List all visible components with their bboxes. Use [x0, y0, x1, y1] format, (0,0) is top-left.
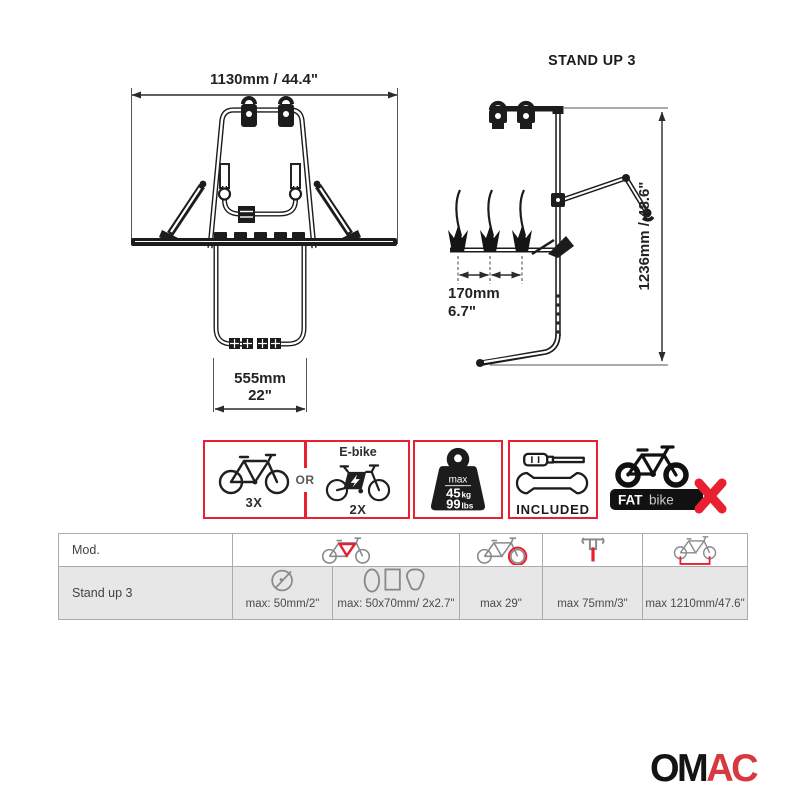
omac-logo-red-part: AC [706, 747, 757, 791]
seatpost-value: max 75mm/3" [557, 598, 628, 610]
weight-max-label: max [448, 474, 468, 486]
ebike-icon [321, 460, 395, 502]
side-view-title: STAND UP 3 [548, 53, 636, 69]
wheel-size-header-cell [460, 534, 543, 566]
wheelbase-cell [643, 567, 747, 619]
seatpost-cell [543, 567, 643, 619]
inner-bracket [219, 164, 301, 223]
tube-profiles-icon [361, 567, 431, 594]
frame-mount-header-cell [233, 534, 460, 566]
tube-profile-value: max: 50x70mm/ 2x2.7" [337, 598, 455, 610]
bike-wheelbase-icon [661, 534, 729, 566]
wheel-size-cell [460, 567, 543, 619]
weight-icon [419, 445, 497, 515]
or-label: OR [294, 468, 317, 492]
tools-icon [514, 451, 592, 499]
omac-logo [650, 747, 757, 791]
weight-lbs-unit: lbs [461, 501, 474, 511]
weight-kg-unit: kg [461, 489, 472, 499]
spacing-in-label: 6.7" [448, 303, 476, 320]
mod-header-cell: Mod. [59, 534, 233, 566]
spacing-dimension [458, 256, 522, 284]
ebike-label: E-bike [339, 445, 377, 459]
bike-count-label: 3X [245, 495, 263, 510]
omac-logo-black-part: OM [650, 747, 707, 791]
wheelbase-header-cell [643, 534, 747, 566]
front-view-diagram [110, 68, 410, 418]
standard-bike-option [205, 442, 303, 517]
front-width-dimension-label: 1130mm / 44.4" [209, 71, 319, 88]
bike-wheel-icon [467, 535, 535, 565]
bicycle-icon [217, 449, 291, 495]
spec-table-row [59, 567, 747, 619]
bike-capacity-badge [203, 440, 410, 519]
lower-hoops [216, 246, 304, 349]
seatpost-header-cell [543, 534, 643, 566]
max-weight-badge [413, 440, 503, 519]
tube-diameter-icon [268, 567, 298, 594]
no-fatbike-badge [604, 443, 744, 521]
wheel-size-value: max 29" [480, 598, 522, 610]
weight-kg-value: 45 [446, 484, 461, 500]
side-view-diagram [440, 48, 680, 380]
ebike-option [307, 442, 409, 517]
tube-diameter-value: max: 50mm/2" [245, 598, 320, 610]
spec-table [58, 533, 748, 620]
front-bottom-width-in-label: 22" [248, 387, 272, 404]
bike-frame-icon [312, 535, 380, 565]
ebike-count-label: 2X [349, 502, 367, 517]
tools-included-badge [508, 440, 598, 519]
spacing-mm-label: 170mm [448, 285, 500, 302]
spec-table-header [59, 534, 747, 567]
side-top-clamps [489, 103, 562, 129]
included-label: INCLUDED [516, 502, 590, 517]
tube-diameter-cell [233, 567, 333, 619]
wheelbase-value: max 1210mm/47.6" [645, 598, 745, 610]
tube-profile-cell [333, 567, 460, 619]
weight-lbs-value: 99 [446, 496, 461, 512]
seatpost-icon [576, 535, 610, 565]
front-bottom-width-mm-label: 555mm [234, 370, 286, 387]
height-dimension-label: 1236mm / 48.6" [636, 181, 653, 291]
model-name-cell: Stand up 3 [59, 567, 233, 619]
fatbike-label-bike: bike [649, 492, 674, 508]
fatbike-label-fat: FAT [618, 492, 643, 508]
fatbike-icon [604, 443, 744, 521]
